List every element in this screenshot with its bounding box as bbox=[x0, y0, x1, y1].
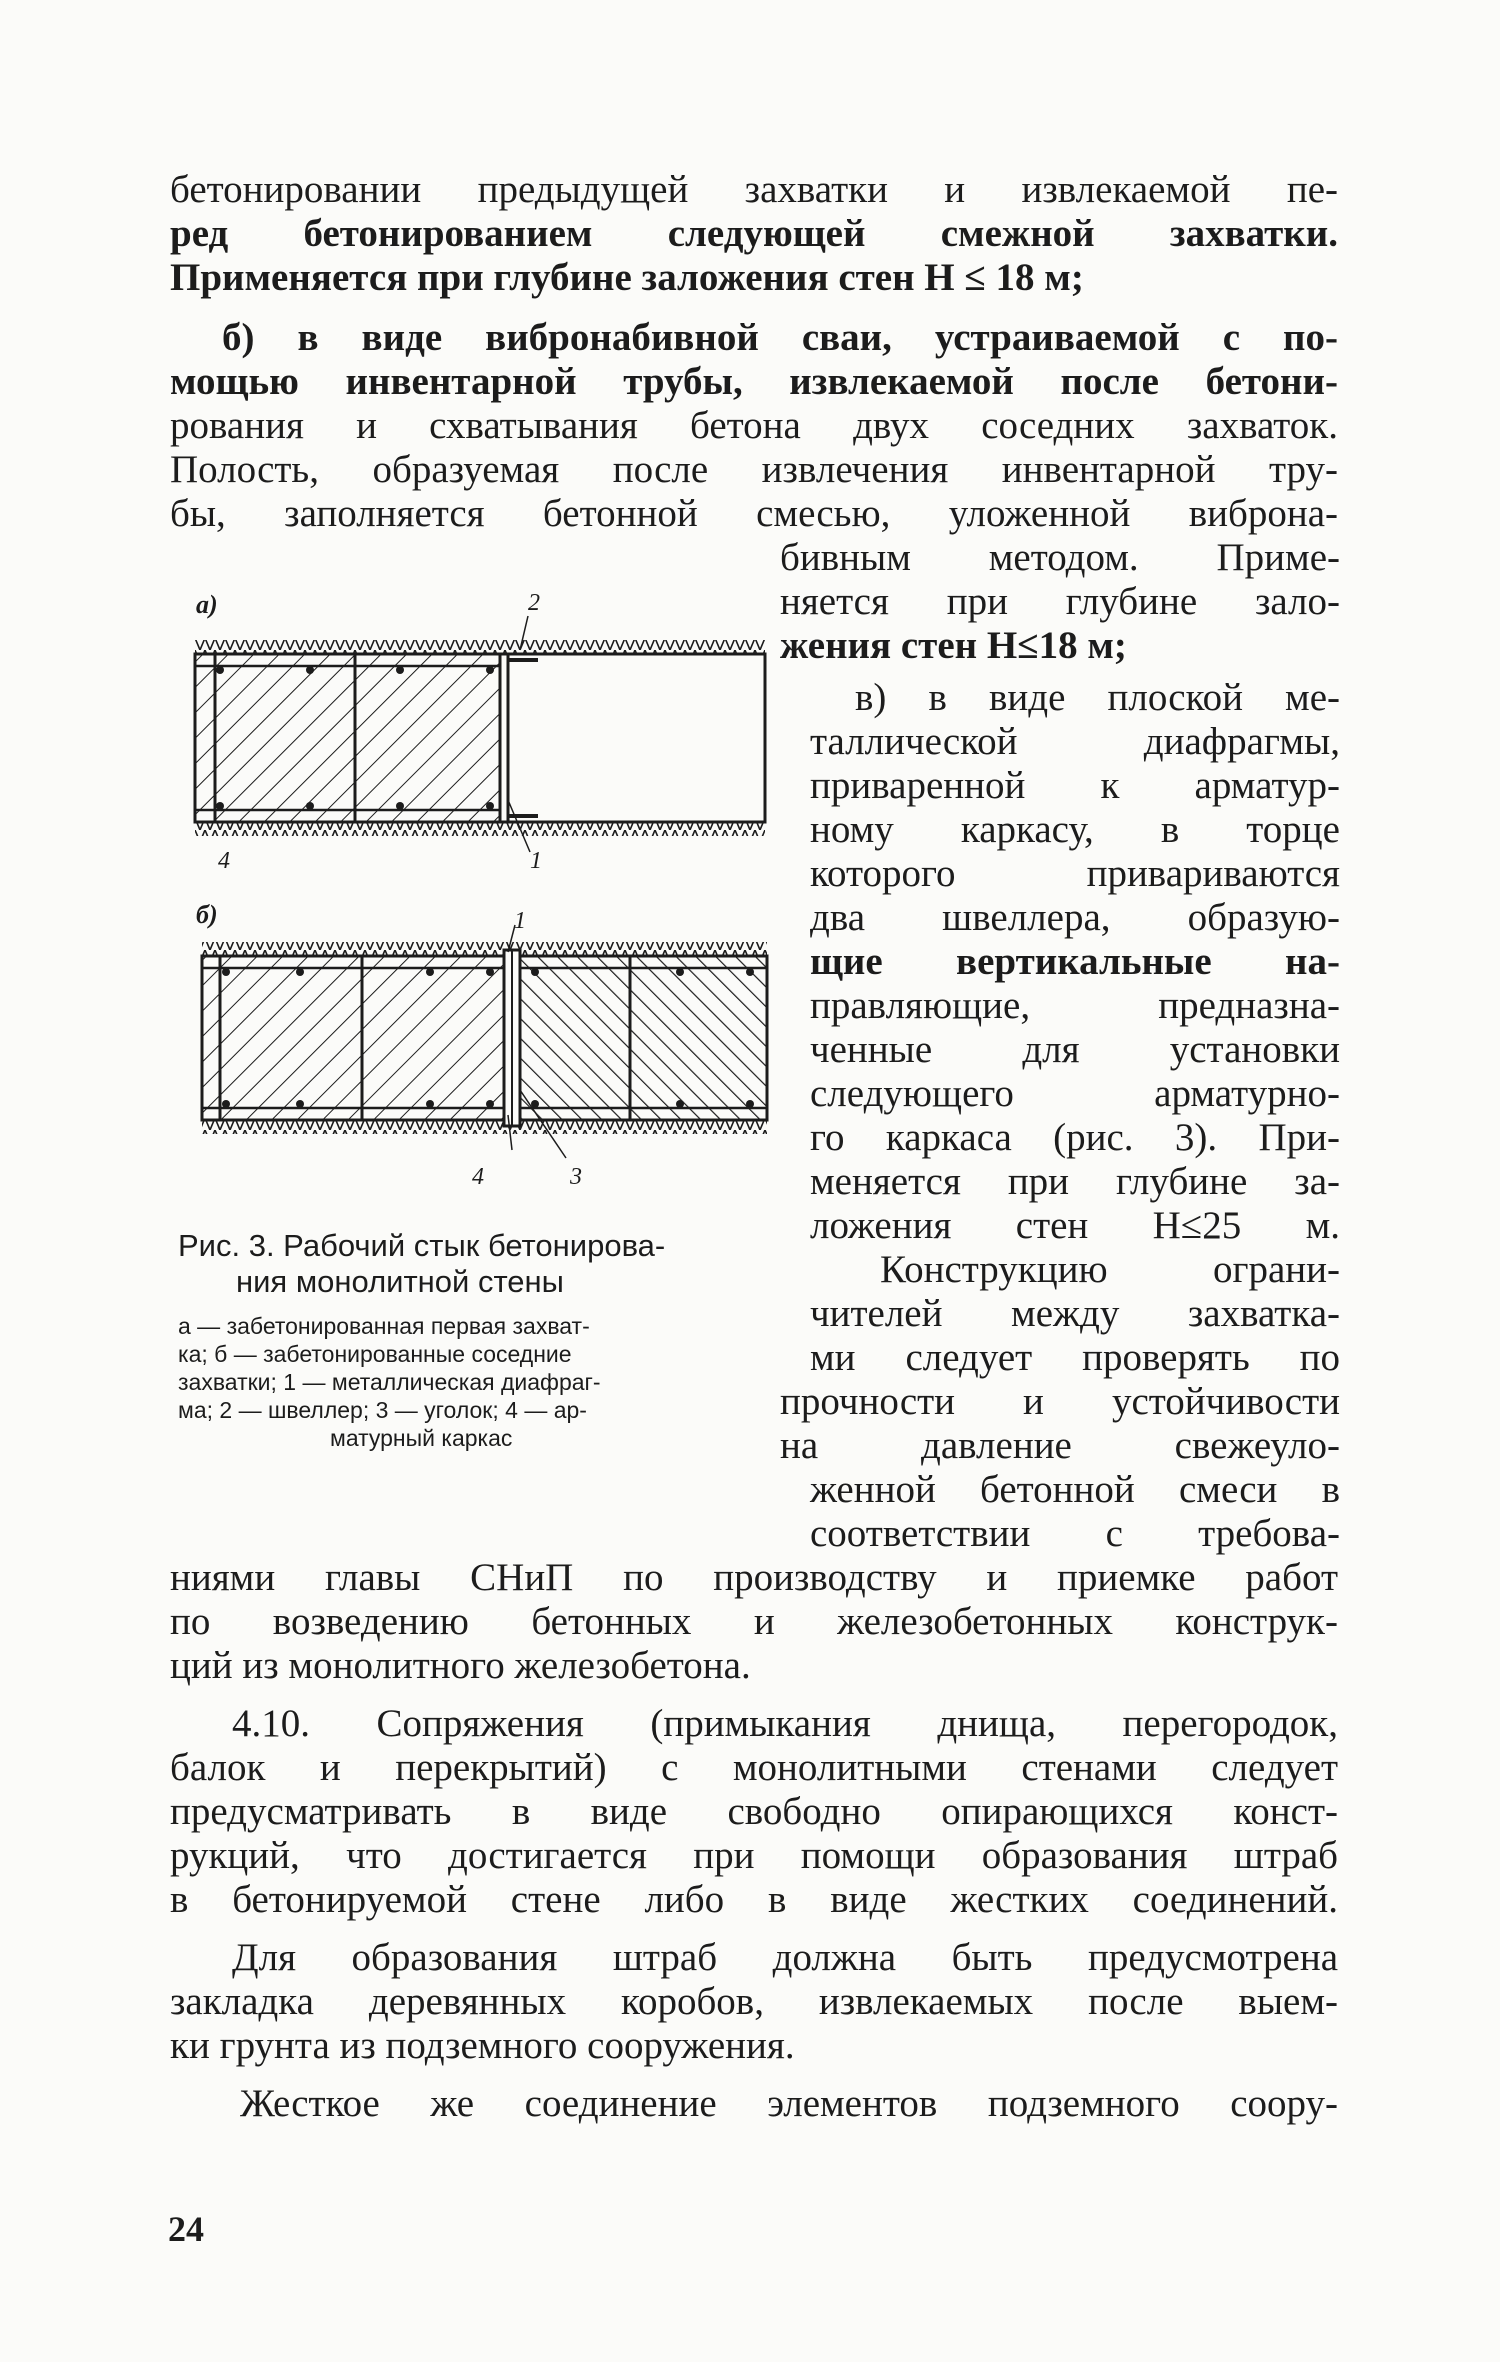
text-line: 4.10. Сопряжения (примыкания днища, перегородок, bbox=[232, 1702, 1338, 1745]
figure-legend-line: захватки; 1 — металлическая диафраг- bbox=[178, 1369, 601, 1395]
figure-number-4: 4 bbox=[472, 1164, 484, 1190]
figure-number-2: 2 bbox=[528, 590, 540, 616]
text-line: балок и перекрытий) с монолитными стенами следует bbox=[170, 1746, 1338, 1789]
side-text-line: женной бетонной смеси в bbox=[810, 1468, 1340, 1511]
figure-legend-line: ма; 2 — швеллер; 3 — уголок; 4 — ар- bbox=[178, 1397, 587, 1423]
side-text-line: приваренной к арматур- bbox=[810, 764, 1340, 807]
figure-number-3: 3 bbox=[570, 1164, 582, 1190]
diagram-a bbox=[195, 616, 765, 852]
figure-number-1: 1 bbox=[530, 848, 542, 874]
figure-number-4: 4 bbox=[218, 848, 230, 874]
figure-caption-title: ния монолитной стены bbox=[236, 1264, 564, 1299]
figure-number-1: 1 bbox=[514, 908, 526, 934]
side-text-line: ченные для установки bbox=[810, 1028, 1340, 1071]
text-line: рования и схватывания бетона двух соседних захваток. bbox=[170, 404, 1338, 447]
wall-joint-diagram bbox=[190, 590, 790, 1210]
text-line: мощью инвентарной трубы, извлекаемой после бетони- bbox=[170, 360, 1338, 403]
side-text-line: го каркаса (рис. 3). При- bbox=[810, 1116, 1340, 1159]
side-text-line: ному каркасу, в торце bbox=[810, 808, 1340, 851]
text-line: Для образования штраб должна быть предусмотрена bbox=[232, 1936, 1338, 1979]
text-line: закладка деревянных коробов, извлекаемых после выем- bbox=[170, 1980, 1338, 2023]
text-line: бетонировании предыдущей захватки и извлекаемой пе- bbox=[170, 168, 1338, 211]
text-line: ред бетонированием следующей смежной захватки. bbox=[170, 212, 1338, 255]
text-line: бы, заполняется бетонной смесью, уложенной виброна- bbox=[170, 492, 1338, 535]
side-text-line: чителей между захватка- bbox=[810, 1292, 1340, 1335]
page-number: 24 bbox=[168, 2209, 204, 2249]
side-text-line: меняется при глубине за- bbox=[810, 1160, 1340, 1203]
side-text-line: ложения стен H≤25 м. bbox=[810, 1204, 1340, 1247]
figure-3 bbox=[190, 590, 790, 1210]
diagram-b bbox=[202, 925, 767, 1158]
text-line: в бетонируемой стене либо в виде жестких соединений. bbox=[170, 1878, 1338, 1921]
text-line: ций из монолитного железобетона. bbox=[170, 1644, 751, 1687]
side-text-line: ми следует проверять по bbox=[810, 1336, 1340, 1379]
side-text-line: няется при глубине зало- bbox=[780, 580, 1340, 623]
figure-label-b: б) bbox=[196, 900, 218, 929]
figure-label-a: а) bbox=[196, 590, 218, 619]
figure-legend-line: а — забетонированная первая захват- bbox=[178, 1313, 590, 1339]
side-text-line: прочности и устойчивости bbox=[780, 1380, 1340, 1423]
side-text-line: два швеллера, образую- bbox=[810, 896, 1340, 939]
figure-legend-line: ка; б — забетонированные соседние bbox=[178, 1341, 572, 1367]
figure-legend-line: матурный каркас bbox=[330, 1425, 513, 1451]
side-text-line: Конструкцию ограни- bbox=[880, 1248, 1340, 1291]
side-text-line: на давление свежеуло- bbox=[780, 1424, 1340, 1467]
text-line: рукций, что достигается при помощи образования штраб bbox=[170, 1834, 1338, 1877]
figure-caption-title: Рис. 3. Рабочий стык бетонирова- bbox=[178, 1228, 666, 1263]
text-line: по возведению бетонных и железобетонных конструк- bbox=[170, 1600, 1338, 1643]
side-text-line: жения стен H≤18 м; bbox=[780, 624, 1127, 667]
side-text-line: следующего арматурно- bbox=[810, 1072, 1340, 1115]
text-line: Жесткое же соединение элементов подземного соору- bbox=[240, 2082, 1338, 2125]
side-text-line: правляющие, предназна- bbox=[810, 984, 1340, 1027]
text-line: Полость, образуемая после извлечения инвентарной тру- bbox=[170, 448, 1338, 491]
text-line: б) в виде вибронабивной сваи, устраиваемой с по- bbox=[222, 316, 1338, 359]
text-line: Применяется при глубине заложения стен H ≤ 18 м; bbox=[170, 256, 1084, 299]
text-line: ниями главы СНиП по производству и приемке работ bbox=[170, 1556, 1338, 1599]
text-line: предусматривать в виде свободно опирающихся конст- bbox=[170, 1790, 1338, 1833]
text-line: ки грунта из подземного сооружения. bbox=[170, 2024, 795, 2067]
side-text-line: которого привариваются bbox=[810, 852, 1340, 895]
side-text-line: бивным методом. Приме- bbox=[780, 536, 1340, 579]
side-text-line: в) в виде плоской ме- bbox=[855, 676, 1340, 719]
side-text-line: соответствии с требова- bbox=[810, 1512, 1340, 1555]
side-text-line: щие вертикальные на- bbox=[810, 940, 1340, 983]
side-text-line: таллической диафрагмы, bbox=[810, 720, 1340, 763]
